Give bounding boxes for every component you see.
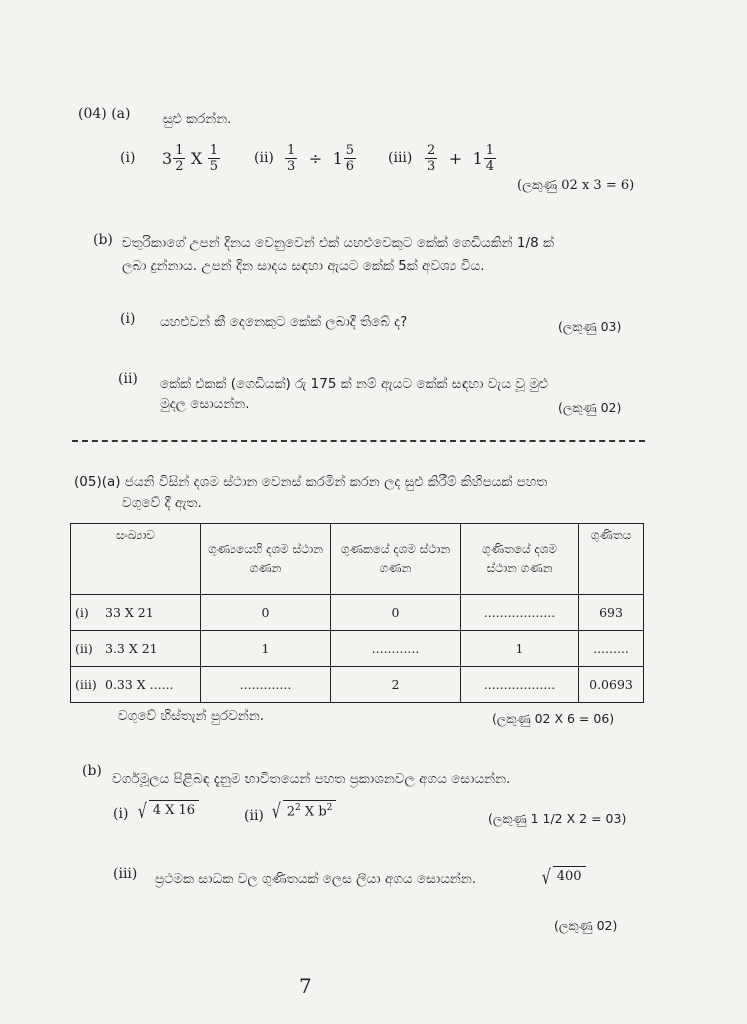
- row-i-c3-blank: ..................: [461, 595, 579, 631]
- header-number: සංඛ්‍යාව: [71, 524, 201, 595]
- q4a-item-ii-label: (ii): [254, 150, 274, 166]
- row-ii-c3: 1: [461, 631, 579, 667]
- row-i-expr: (i) 33 X 21: [71, 595, 201, 631]
- row-ii-expr: (ii) 3.3 X 21: [71, 631, 201, 667]
- q5a-marks: (ලකුණු 02 X 6 = 06): [492, 711, 615, 726]
- q4b-ii-text-line2: මුදල සොයන්න.: [160, 396, 250, 412]
- header-product: ගුණිතය: [579, 524, 644, 595]
- row-iii-c4: 0.0693: [579, 667, 644, 703]
- q4b-text-line1: චතුරිකාගේ උපන් දිනය වෙනුවෙන් එක් යහළුවෙකුට කේක් ගෙඩියකින් 1/8 ක්: [122, 235, 554, 251]
- q4b-ii-marks: (ලකුණු 02): [558, 400, 622, 415]
- q4a-item-i-expr: 3 $\frac{1}{2}$ X $\frac{1}{5}$: [162, 143, 219, 174]
- q4a-marks: (ලකුණු 02 x 3 = 6): [517, 178, 635, 193]
- q5a-intro-line2: වගුවේ දී ඇත.: [122, 495, 202, 511]
- q4b-i-text: යහළුවන් කී දෙනෙකුට කේක් ලබාදී තිබේ ද?: [160, 314, 408, 330]
- q5b-iii-marks: (ලකුණු 02): [554, 918, 618, 933]
- table-row: [71, 631, 644, 667]
- q4b-label: (b): [93, 232, 113, 248]
- row-i-c2: 0: [331, 595, 461, 631]
- section-divider: [72, 440, 645, 442]
- q5b-i-sqrt: √ 4 X 16: [136, 800, 199, 822]
- q4-number: (04) (a): [78, 106, 131, 122]
- q5b-ii-label: (ii): [244, 808, 264, 824]
- table-header-row: [71, 524, 644, 595]
- q5b-ii-sqrt: √ $2^2$ X $b^2$: [270, 800, 336, 822]
- row-iii-expr: (iii) 0.33 X ......: [71, 667, 201, 703]
- row-ii-c4-blank: .........: [579, 631, 644, 667]
- q4a-instruction: සුළු කරන්න.: [163, 111, 232, 127]
- row-i-c4: 693: [579, 595, 644, 631]
- page-number: 7: [299, 974, 312, 998]
- q5b-instruction: වර්ගමූලය පිළිබඳ දැනුම භාවිතයෙන් පහත ප්‍රකාශනවල අගය සොයන්න.: [112, 771, 511, 787]
- row-iii-c1-blank: .............: [201, 667, 331, 703]
- q5b-iii-text: ප්‍රථමක සාධක වල ගුණිතයක් ලෙස ලියා අගය සොයන්න.: [155, 871, 477, 887]
- q5b-iii-label: (iii): [113, 866, 138, 882]
- q5b-marks: (ලකුණු 1 1/2 X 2 = 03): [488, 811, 627, 826]
- header-multiplier-dp: ගුණකයේ දශම ස්ථාන ගණන: [331, 524, 461, 595]
- row-ii-c2-blank: ............: [331, 631, 461, 667]
- q4b-i-marks: (ලකුණු 03): [558, 319, 622, 334]
- q4a-item-ii-expr: $\frac{1}{3}$ ÷ 1 $\frac{5}{6}$: [287, 143, 355, 174]
- row-i-c1: 0: [201, 595, 331, 631]
- row-ii-c1: 1: [201, 631, 331, 667]
- q5b-i-label: (i): [113, 806, 129, 822]
- q4a-item-i-label: (i): [120, 150, 136, 166]
- table-row: [71, 595, 644, 631]
- header-multiplicand-dp: ගුණ්‍යයෙහි දශම ස්ථාන ගණන: [201, 524, 331, 595]
- q4b-ii-text-line1: කේක් එකක් (ගෙඩියක්) රු 175 ක් නම් ඇයට කේක් සඳහා වැය වූ මුළු: [160, 376, 549, 392]
- q4a-item-iii-label: (iii): [388, 150, 413, 166]
- decimal-places-table: [70, 523, 644, 703]
- q4a-item-iii-expr: $\frac{2}{3}$ + 1 $\frac{1}{4}$: [427, 143, 495, 174]
- q5a-complete-text: වගුවේ හිස්තැන් පුරවන්න.: [118, 708, 265, 724]
- q5a-intro-line1: (05)(a) ජයනි විසින් දශම ස්ථාන වෙනස් කරමින් කරන ලද සුළු කිරීම් කිහිපයක් පහත: [74, 474, 548, 490]
- q4b-i-label: (i): [120, 311, 136, 327]
- row-iii-c3-blank: ..................: [461, 667, 579, 703]
- q4b-text-line2: ලබා දුන්නාය. උපන් දින සාදය සඳහා ඇයට කේක් 5ක් අවශ්‍ය විය.: [122, 258, 485, 274]
- q5b-label: (b): [82, 763, 102, 779]
- row-iii-c2: 2: [331, 667, 461, 703]
- q5b-iii-sqrt: √ 400: [540, 866, 586, 888]
- q4b-ii-label: (ii): [118, 371, 138, 387]
- header-product-dp: ගුණිතයේ දශම ස්ථාන ගණන: [461, 524, 579, 595]
- table-row: [71, 667, 644, 703]
